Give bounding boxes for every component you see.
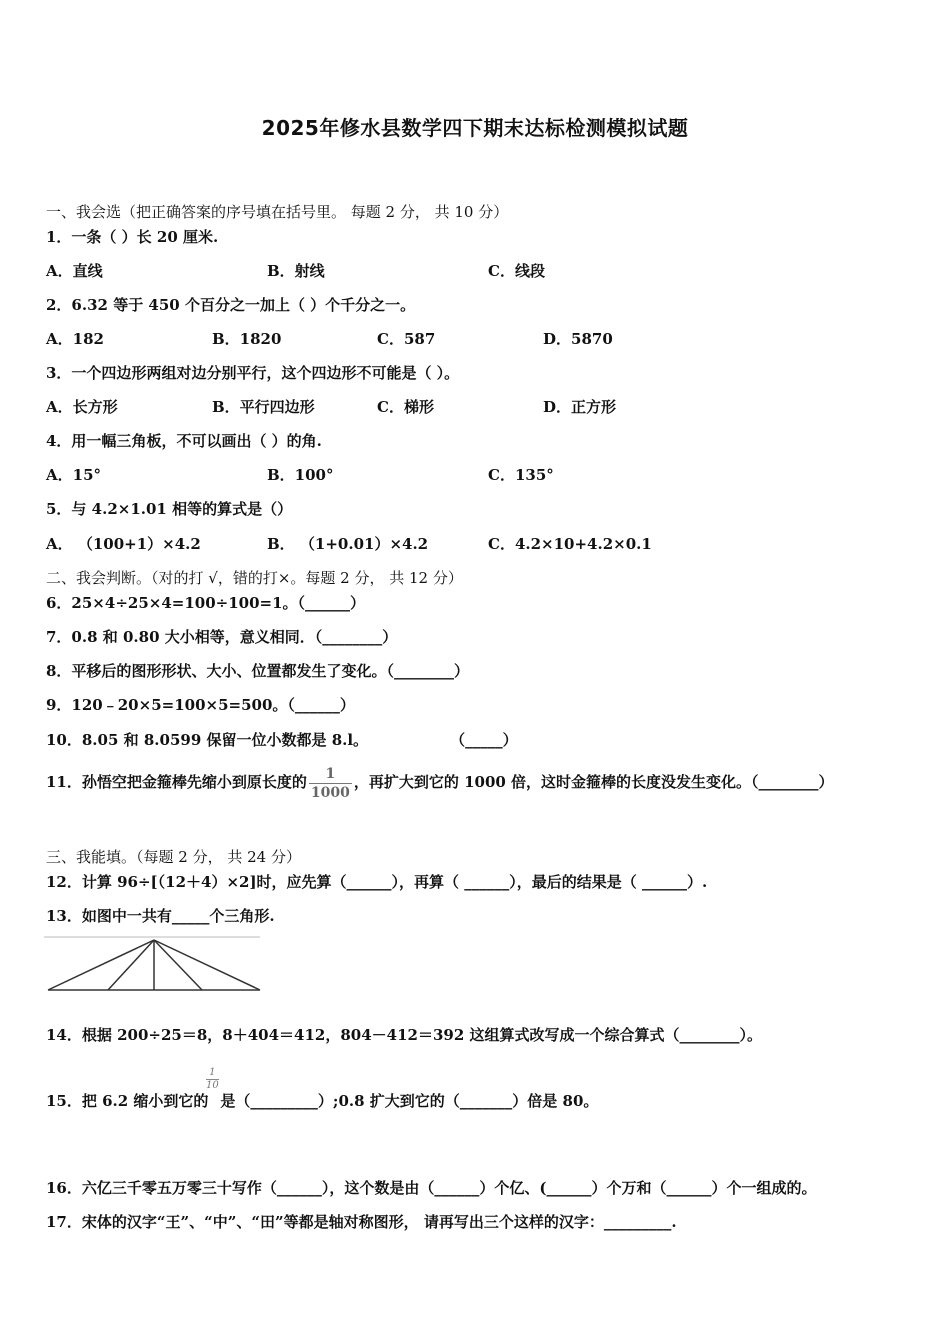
q15-suffix: 是（_________）;0.8 扩大到它的（_______）倍是 80。 bbox=[220, 1092, 599, 1110]
q5-option-c: C．4.2×10+4.2×0.1 bbox=[488, 535, 652, 553]
question-14: 14．根据 200÷25＝8，8＋404＝412，804－412＝392 这组算式改写成一个综合算式（________）。 bbox=[46, 1026, 763, 1044]
triangle-left-side bbox=[48, 940, 154, 990]
triangle-inner-line-3 bbox=[154, 940, 202, 990]
question-1: 1．一条（ ）长 20 厘米. bbox=[46, 228, 219, 246]
question-6: 6．25×4÷25×4=100÷100=1。（______） bbox=[46, 594, 366, 612]
q10-blank: （_____） bbox=[450, 731, 518, 749]
question-3: 3．一个四边形两组对边分别平行，这个四边形不可能是（ ）。 bbox=[46, 364, 460, 382]
q1-option-b: B．射线 bbox=[267, 262, 325, 280]
q2-option-a: A．182 bbox=[46, 330, 104, 348]
question-11 bbox=[46, 763, 834, 802]
section-3-heading: 三、我能填。（每题 2 分， 共 24 分） bbox=[46, 848, 301, 866]
question-5: 5．与 4.2×1.01 相等的算式是（） bbox=[46, 500, 293, 518]
q15-prefix: 15．把 6.2 缩小到它的 bbox=[46, 1092, 209, 1110]
q1-option-a: A．直线 bbox=[46, 262, 103, 280]
q4-option-b: B．100° bbox=[267, 466, 334, 484]
q5-option-a: A． （100+1）×4.2 bbox=[46, 535, 201, 553]
question-2: 2．6.32 等于 450 个百分之一加上（ ）个千分之一。 bbox=[46, 296, 416, 314]
question-4: 4．用一幅三角板，不可以画出（ ）的角. bbox=[46, 432, 322, 450]
q3-option-b: B．平行四边形 bbox=[212, 398, 315, 416]
triangle-inner-line-1 bbox=[108, 940, 154, 990]
question-9: 9．120﹣20×5=100×5=500。（______） bbox=[46, 696, 355, 714]
question-10 bbox=[46, 730, 518, 750]
fraction-one-thousandth: $\frac{1}{1000}$ bbox=[310, 765, 350, 801]
triangle-figure bbox=[44, 935, 264, 995]
q3-option-a: A．长方形 bbox=[46, 398, 118, 416]
fraction-one-tenth: 1 10 bbox=[206, 1067, 219, 1091]
section-2-heading: 二、我会判断。（对的打 √，错的打×。每题 2 分， 共 12 分） bbox=[46, 569, 463, 587]
section-1-heading: 一、我会选（把正确答案的序号填在括号里。 每题 2 分， 共 10 分） bbox=[46, 203, 509, 221]
q11-suffix: ，再扩大到它的 1000 倍，这时金箍棒的长度没发生变化。（________） bbox=[353, 773, 834, 791]
q1-option-c: C．线段 bbox=[488, 262, 545, 280]
q2-option-d: D．5870 bbox=[543, 330, 613, 348]
page-title: 2025年修水县数学四下期末达标检测模拟试题 bbox=[261, 116, 689, 140]
question-16: 16．六亿三千零五万零三十写作（______），这个数是由（______）个亿、(______）个万和（______）个一组成的。 bbox=[46, 1179, 817, 1197]
q11-prefix: 11．孙悟空把金箍棒先缩小到原长度的 bbox=[46, 773, 307, 791]
triangle-right-side bbox=[154, 940, 260, 990]
question-7: 7．0.8 和 0.80 大小相等，意义相同．（________） bbox=[46, 628, 398, 646]
q3-option-d: D．正方形 bbox=[543, 398, 617, 416]
q5-option-b: B． （1+0.01）×4.2 bbox=[267, 535, 429, 553]
q10-stem: 10．8.05 和 8.0599 保留一位小数都是 8.l。 bbox=[46, 731, 369, 749]
q3-option-c: C．梯形 bbox=[377, 398, 434, 416]
question-12: 12．计算 96÷[（12＋4）×2]时，应先算（______），再算（ ______），最后的结果是（ ______）. bbox=[46, 873, 708, 891]
question-13: 13．如图中一共有_____个三角形. bbox=[46, 907, 275, 925]
q2-option-b: B．1820 bbox=[212, 330, 282, 348]
q4-option-a: A．15° bbox=[46, 466, 102, 484]
q2-option-c: C．587 bbox=[377, 330, 436, 348]
question-15 bbox=[46, 1091, 598, 1111]
question-8: 8．平移后的图形形状、大小、位置都发生了变化。（________） bbox=[46, 662, 469, 680]
q4-option-c: C．135° bbox=[488, 466, 554, 484]
question-17: 17．宋体的汉字“王”、“中”、“田”等都是轴对称图形， 请再写出三个这样的汉字：_________. bbox=[46, 1213, 677, 1231]
